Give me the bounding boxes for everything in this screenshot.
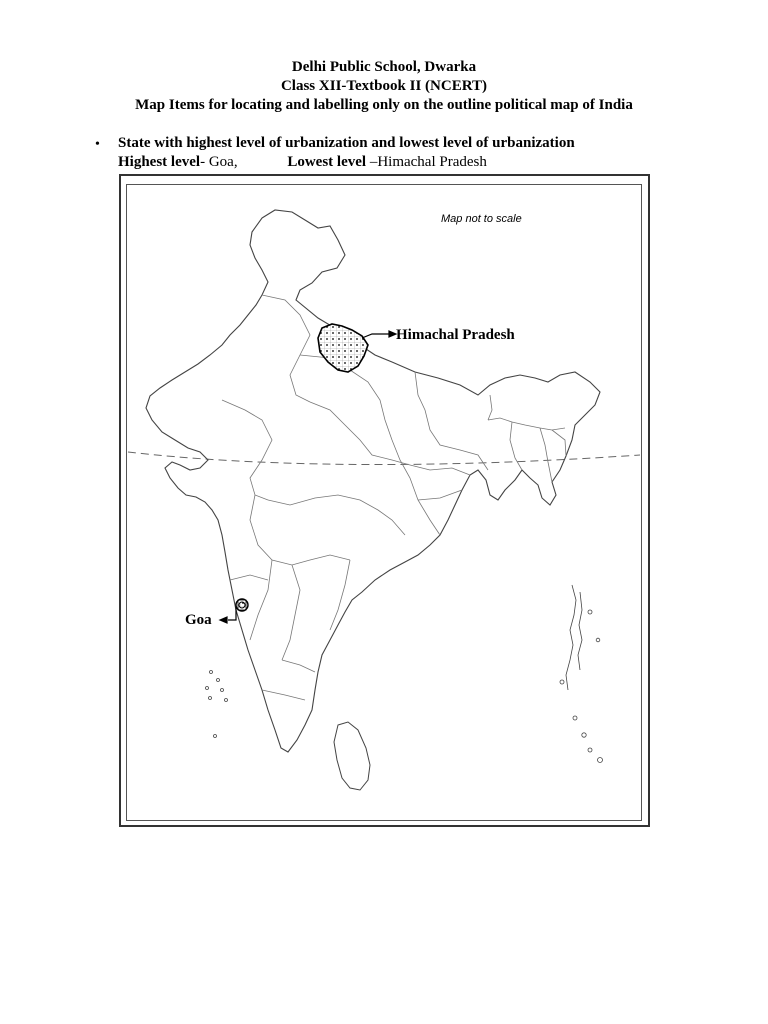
lakshadweep-islands xyxy=(206,671,228,738)
goa-marker xyxy=(236,599,248,611)
himachal-pradesh-region xyxy=(318,324,368,372)
india-mainland-outline xyxy=(146,210,600,752)
sri-lanka-outline xyxy=(334,722,370,790)
school-name: Delhi Public School, Dwarka xyxy=(291,59,477,75)
lowest-label: Lowest level xyxy=(287,154,367,170)
lowest-value: –Himachal Pradesh xyxy=(369,154,487,170)
bullet-icon: • xyxy=(95,137,100,152)
question-text: State with highest level of urbanization and lowest level of urbanization xyxy=(118,135,575,151)
goa-label: Goa xyxy=(185,612,212,628)
map-scale-note: Map not to scale xyxy=(441,213,522,225)
andaman-nicobar-islands xyxy=(560,585,603,763)
document-subtitle: Map Items for locating and labelling only on the outline political map of India xyxy=(135,97,633,113)
highest-value: - Goa, xyxy=(200,154,238,170)
highest-label: Highest level xyxy=(118,154,201,170)
goa-arrow xyxy=(220,606,236,623)
class-line: Class XII-Textbook II (NCERT) xyxy=(280,78,488,94)
himachal-arrow xyxy=(362,331,396,338)
state-boundaries xyxy=(222,295,566,700)
himachal-label: Himachal Pradesh xyxy=(396,327,515,343)
